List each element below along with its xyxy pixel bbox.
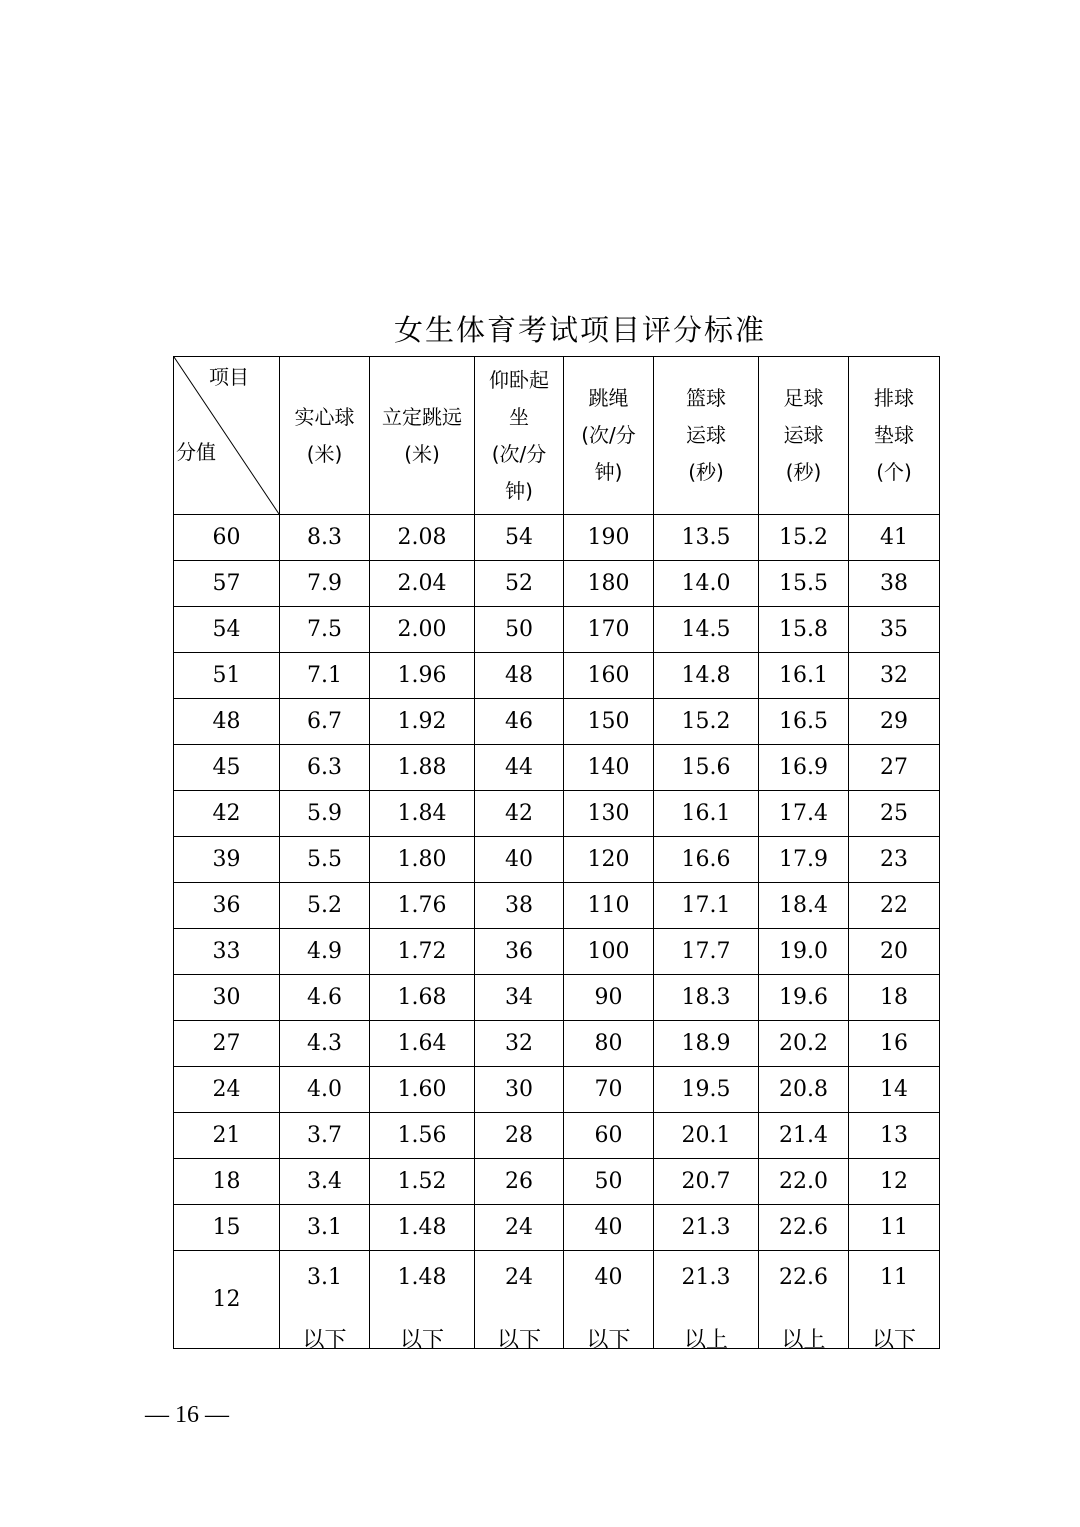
value-cell: 17.9 xyxy=(759,837,849,883)
column-header-line: 跳绳 xyxy=(588,386,629,410)
table-row xyxy=(174,1113,940,1159)
value-cell: 23 xyxy=(849,837,940,883)
score-table xyxy=(173,356,940,1353)
value-cell: 190 xyxy=(564,515,654,561)
threshold-qualifier: 以下 xyxy=(586,1328,631,1353)
value-cell: 1.88 xyxy=(370,745,475,791)
value-cell: 4.6 xyxy=(280,975,370,1021)
value-cell: 3.1 xyxy=(280,1205,370,1251)
value-cell: 1.64 xyxy=(370,1021,475,1067)
value-cell: 6.3 xyxy=(280,745,370,791)
value-cell: 19.6 xyxy=(759,975,849,1021)
value-cell: 50 xyxy=(475,607,564,653)
score-cell: 18 xyxy=(174,1159,280,1205)
value-cell: 34 xyxy=(475,975,564,1021)
value-cell: 11 xyxy=(849,1205,940,1251)
value-cell: 21.3 xyxy=(654,1205,759,1251)
score-cell: 12 xyxy=(174,1251,280,1349)
value-cell: 29 xyxy=(849,699,940,745)
value-cell: 1.48 xyxy=(370,1205,475,1251)
column-header-line: (次/分 xyxy=(581,423,636,447)
value-cell: 15.8 xyxy=(759,607,849,653)
score-cell: 33 xyxy=(174,929,280,975)
value-cell: 18.3 xyxy=(654,975,759,1021)
score-cell: 27 xyxy=(174,1021,280,1067)
value-cell xyxy=(759,1251,849,1353)
column-header-line: (次/分 xyxy=(491,441,547,466)
value-cell: 20.1 xyxy=(654,1113,759,1159)
column-header-line: 仰卧起 xyxy=(489,367,549,392)
corner-header-cell xyxy=(174,357,280,515)
value-cell: 20.2 xyxy=(759,1021,849,1067)
column-header-line: 实心球 xyxy=(294,404,355,429)
table-row xyxy=(174,561,940,607)
table-row xyxy=(174,745,940,791)
value-cell: 40 xyxy=(475,837,564,883)
score-cell: 36 xyxy=(174,883,280,929)
score-cell: 42 xyxy=(174,791,280,837)
table-row xyxy=(174,515,940,561)
value-cell: 16.5 xyxy=(759,699,849,745)
value-cell: 19.0 xyxy=(759,929,849,975)
score-cell: 39 xyxy=(174,837,280,883)
score-cell: 45 xyxy=(174,745,280,791)
column-header xyxy=(280,357,370,515)
value-cell: 20.7 xyxy=(654,1159,759,1205)
value-cell: 42 xyxy=(475,791,564,837)
value-cell: 100 xyxy=(564,929,654,975)
column-header-line: 垫球 xyxy=(874,423,914,447)
value-cell: 60 xyxy=(564,1113,654,1159)
value-cell: 14.0 xyxy=(654,561,759,607)
table-row xyxy=(174,1067,940,1113)
page-title: 女生体育考试项目评分标准 xyxy=(393,313,766,347)
value-cell: 41 xyxy=(849,515,940,561)
column-header xyxy=(759,357,849,515)
value-cell: 110 xyxy=(564,883,654,929)
value-cell xyxy=(280,1251,370,1353)
value-cell: 32 xyxy=(849,653,940,699)
value-cell xyxy=(654,1251,759,1353)
corner-label-score: 分值 xyxy=(176,440,216,464)
column-header-line: (个) xyxy=(876,460,912,484)
column-header-line: 运球 xyxy=(783,423,824,447)
value-cell: 40 xyxy=(564,1205,654,1251)
value-cell: 1.92 xyxy=(370,699,475,745)
value-cell: 3.7 xyxy=(280,1113,370,1159)
table-row xyxy=(174,1205,940,1251)
score-cell: 57 xyxy=(174,561,280,607)
table-row xyxy=(174,883,940,929)
value-cell: 20.8 xyxy=(759,1067,849,1113)
value-cell: 170 xyxy=(564,607,654,653)
value-cell: 5.5 xyxy=(280,837,370,883)
value-cell: 30 xyxy=(475,1067,564,1113)
value-cell: 48 xyxy=(475,653,564,699)
threshold-value: 40 xyxy=(594,1265,623,1290)
value-cell: 15.6 xyxy=(654,745,759,791)
value-cell: 4.9 xyxy=(280,929,370,975)
threshold-value: 3.1 xyxy=(307,1265,342,1290)
value-cell: 38 xyxy=(849,561,940,607)
threshold-value: 24 xyxy=(505,1265,533,1290)
value-cell: 28 xyxy=(475,1113,564,1159)
value-cell: 15.5 xyxy=(759,561,849,607)
table-row-last xyxy=(174,1251,940,1349)
value-cell xyxy=(370,1251,475,1353)
value-cell: 54 xyxy=(475,515,564,561)
value-cell: 17.1 xyxy=(654,883,759,929)
value-cell: 1.60 xyxy=(370,1067,475,1113)
column-header-line: 足球 xyxy=(783,386,824,410)
table-row xyxy=(174,653,940,699)
value-cell: 15.2 xyxy=(759,515,849,561)
value-cell: 2.04 xyxy=(370,561,475,607)
table-row xyxy=(174,929,940,975)
table-body xyxy=(174,515,940,1353)
value-cell: 16.1 xyxy=(759,653,849,699)
column-header xyxy=(849,357,940,515)
value-cell: 14.5 xyxy=(654,607,759,653)
value-cell: 18.4 xyxy=(759,883,849,929)
value-cell: 18.9 xyxy=(654,1021,759,1067)
value-cell: 1.96 xyxy=(370,653,475,699)
value-cell: 1.52 xyxy=(370,1159,475,1205)
value-cell: 44 xyxy=(475,745,564,791)
value-cell: 5.9 xyxy=(280,791,370,837)
column-header xyxy=(564,357,654,515)
score-cell: 15 xyxy=(174,1205,280,1251)
table-row xyxy=(174,837,940,883)
value-cell: 8.3 xyxy=(280,515,370,561)
score-cell: 51 xyxy=(174,653,280,699)
column-header xyxy=(475,357,564,515)
value-cell: 80 xyxy=(564,1021,654,1067)
score-cell: 48 xyxy=(174,699,280,745)
value-cell: 27 xyxy=(849,745,940,791)
page-number: — 16 — xyxy=(145,1402,229,1428)
column-header-line: 坐 xyxy=(509,404,529,429)
table-row xyxy=(174,975,940,1021)
score-cell: 24 xyxy=(174,1067,280,1113)
value-cell: 4.0 xyxy=(280,1067,370,1113)
value-cell: 38 xyxy=(475,883,564,929)
value-cell: 13.5 xyxy=(654,515,759,561)
value-cell: 70 xyxy=(564,1067,654,1113)
value-cell: 21.4 xyxy=(759,1113,849,1159)
column-header-line: 排球 xyxy=(874,386,914,410)
column-header-line: (秒) xyxy=(688,460,724,484)
value-cell: 6.7 xyxy=(280,699,370,745)
value-cell: 15.2 xyxy=(654,699,759,745)
score-cell: 30 xyxy=(174,975,280,1021)
value-cell: 1.80 xyxy=(370,837,475,883)
value-cell: 17.4 xyxy=(759,791,849,837)
value-cell: 2.08 xyxy=(370,515,475,561)
value-cell: 7.9 xyxy=(280,561,370,607)
table-row xyxy=(174,699,940,745)
value-cell: 52 xyxy=(475,561,564,607)
column-header-line: 运球 xyxy=(686,423,726,447)
score-cell: 60 xyxy=(174,515,280,561)
value-cell xyxy=(849,1251,940,1353)
value-cell: 19.5 xyxy=(654,1067,759,1113)
value-cell: 26 xyxy=(475,1159,564,1205)
value-cell: 180 xyxy=(564,561,654,607)
column-header-line: (米) xyxy=(404,441,440,466)
threshold-qualifier: 以上 xyxy=(683,1328,728,1353)
value-cell: 1.68 xyxy=(370,975,475,1021)
value-cell: 7.5 xyxy=(280,607,370,653)
threshold-qualifier: 以下 xyxy=(496,1328,541,1353)
column-header-line: (米) xyxy=(306,441,343,466)
value-cell: 16 xyxy=(849,1021,940,1067)
value-cell: 4.3 xyxy=(280,1021,370,1067)
table-row xyxy=(174,607,940,653)
value-cell: 25 xyxy=(849,791,940,837)
value-cell: 32 xyxy=(475,1021,564,1067)
value-cell: 120 xyxy=(564,837,654,883)
value-cell xyxy=(564,1251,654,1353)
column-header-line: 立定跳远 xyxy=(382,404,462,429)
value-cell: 16.6 xyxy=(654,837,759,883)
value-cell: 14 xyxy=(849,1067,940,1113)
value-cell xyxy=(475,1251,564,1353)
value-cell: 46 xyxy=(475,699,564,745)
threshold-qualifier: 以下 xyxy=(399,1328,444,1353)
value-cell: 7.1 xyxy=(280,653,370,699)
threshold-value: 22.6 xyxy=(779,1265,828,1290)
column-header-line: 钟) xyxy=(505,478,533,503)
value-cell: 22 xyxy=(849,883,940,929)
value-cell: 22.6 xyxy=(759,1205,849,1251)
value-cell: 35 xyxy=(849,607,940,653)
column-header-line: (秒) xyxy=(785,460,822,484)
value-cell: 140 xyxy=(564,745,654,791)
table-row xyxy=(174,1159,940,1205)
column-header xyxy=(370,357,475,515)
value-cell: 14.8 xyxy=(654,653,759,699)
value-cell: 160 xyxy=(564,653,654,699)
table-row xyxy=(174,791,940,837)
threshold-value: 1.48 xyxy=(397,1265,447,1290)
column-header-line: 篮球 xyxy=(686,386,726,410)
value-cell: 24 xyxy=(475,1205,564,1251)
value-cell: 12 xyxy=(849,1159,940,1205)
value-cell: 18 xyxy=(849,975,940,1021)
value-cell: 130 xyxy=(564,791,654,837)
threshold-value: 21.3 xyxy=(681,1265,731,1290)
table-row xyxy=(174,1021,940,1067)
value-cell: 20 xyxy=(849,929,940,975)
value-cell: 16.1 xyxy=(654,791,759,837)
value-cell: 17.7 xyxy=(654,929,759,975)
corner-label-item: 项目 xyxy=(209,365,249,389)
threshold-qualifier: 以下 xyxy=(871,1328,916,1353)
value-cell: 2.00 xyxy=(370,607,475,653)
threshold-qualifier: 以下 xyxy=(302,1328,347,1353)
value-cell: 22.0 xyxy=(759,1159,849,1205)
header-row xyxy=(174,357,940,515)
value-cell: 50 xyxy=(564,1159,654,1205)
column-header xyxy=(654,357,759,515)
value-cell: 16.9 xyxy=(759,745,849,791)
value-cell: 13 xyxy=(849,1113,940,1159)
threshold-qualifier: 以上 xyxy=(781,1328,826,1353)
score-cell: 54 xyxy=(174,607,280,653)
value-cell: 90 xyxy=(564,975,654,1021)
value-cell: 1.72 xyxy=(370,929,475,975)
value-cell: 3.4 xyxy=(280,1159,370,1205)
value-cell: 150 xyxy=(564,699,654,745)
value-cell: 1.56 xyxy=(370,1113,475,1159)
value-cell: 36 xyxy=(475,929,564,975)
column-header-line: 钟) xyxy=(594,460,623,484)
threshold-value: 11 xyxy=(880,1265,908,1290)
value-cell: 5.2 xyxy=(280,883,370,929)
value-cell: 1.84 xyxy=(370,791,475,837)
value-cell: 1.76 xyxy=(370,883,475,929)
score-cell: 21 xyxy=(174,1113,280,1159)
